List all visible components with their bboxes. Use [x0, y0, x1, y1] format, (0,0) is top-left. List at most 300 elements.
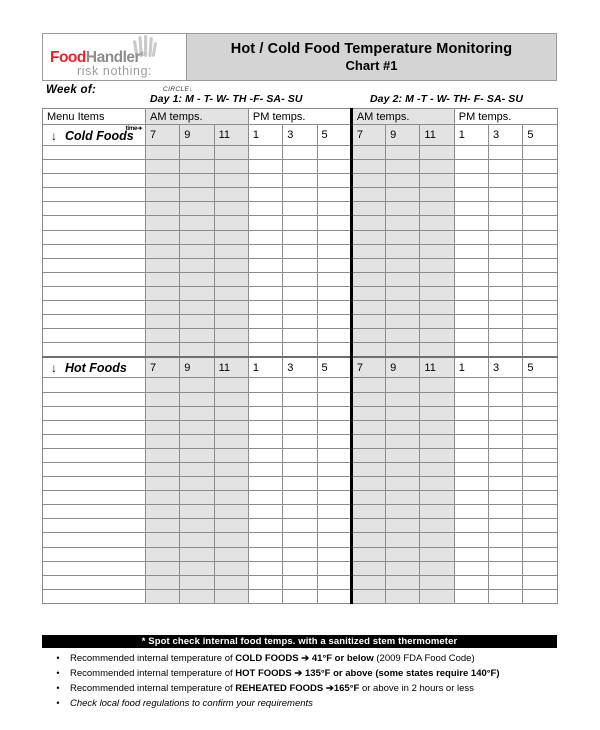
temp-cell-day2-am-7[interactable] [351, 329, 385, 343]
temp-cell-day2-pm-1[interactable] [454, 575, 488, 589]
temp-cell-day2-pm-1[interactable] [454, 188, 488, 202]
temp-cell-day1-pm-3[interactable] [283, 448, 317, 462]
temp-cell-day1-pm-5[interactable] [317, 533, 351, 547]
table-row[interactable] [43, 448, 558, 462]
temp-cell-day2-pm-3[interactable] [489, 491, 523, 505]
temp-cell-day2-pm-5[interactable] [523, 491, 557, 505]
table-row[interactable] [43, 343, 558, 357]
menu-item-cell[interactable] [43, 519, 146, 533]
menu-item-cell[interactable] [43, 301, 146, 315]
temp-cell-day1-am-7[interactable] [146, 216, 180, 230]
menu-item-cell[interactable] [43, 505, 146, 519]
temp-cell-day2-pm-3[interactable] [489, 230, 523, 244]
temp-cell-day1-pm-5[interactable] [317, 477, 351, 491]
temp-cell-day1-pm-3[interactable] [283, 378, 317, 392]
temp-cell-day1-pm-1[interactable] [248, 420, 282, 434]
temp-cell-day2-pm-5[interactable] [523, 216, 557, 230]
temp-cell-day1-am-9[interactable] [180, 258, 214, 272]
table-row[interactable] [43, 286, 558, 300]
temp-cell-day2-pm-1[interactable] [454, 589, 488, 603]
menu-item-cell[interactable] [43, 406, 146, 420]
temp-cell-day1-am-11[interactable] [214, 462, 248, 476]
temp-cell-day2-pm-1[interactable] [454, 272, 488, 286]
temp-cell-day1-pm-5[interactable] [317, 315, 351, 329]
temp-cell-day2-am-11[interactable] [420, 491, 454, 505]
temp-cell-day1-pm-1[interactable] [248, 329, 282, 343]
temp-cell-day1-pm-5[interactable] [317, 272, 351, 286]
table-row[interactable] [43, 519, 558, 533]
temp-cell-day1-pm-5[interactable] [317, 230, 351, 244]
temp-cell-day1-am-7[interactable] [146, 477, 180, 491]
temp-cell-day2-pm-3[interactable] [489, 392, 523, 406]
temp-cell-day2-am-7[interactable] [351, 420, 385, 434]
table-row[interactable] [43, 491, 558, 505]
temp-cell-day2-am-7[interactable] [351, 160, 385, 174]
temp-cell-day1-am-7[interactable] [146, 561, 180, 575]
temp-cell-day2-am-11[interactable] [420, 146, 454, 160]
temp-cell-day2-pm-1[interactable] [454, 301, 488, 315]
temp-cell-day2-am-9[interactable] [386, 491, 420, 505]
temp-cell-day2-pm-5[interactable] [523, 477, 557, 491]
temp-cell-day1-am-11[interactable] [214, 272, 248, 286]
temp-cell-day1-am-7[interactable] [146, 378, 180, 392]
temp-cell-day1-am-9[interactable] [180, 160, 214, 174]
temp-cell-day2-am-7[interactable] [351, 301, 385, 315]
temp-cell-day2-am-9[interactable] [386, 533, 420, 547]
temp-cell-day2-pm-5[interactable] [523, 406, 557, 420]
temp-cell-day1-am-9[interactable] [180, 329, 214, 343]
temp-cell-day1-pm-1[interactable] [248, 188, 282, 202]
temp-cell-day1-pm-1[interactable] [248, 272, 282, 286]
table-row[interactable] [43, 258, 558, 272]
temp-cell-day2-am-7[interactable] [351, 174, 385, 188]
menu-item-cell[interactable] [43, 477, 146, 491]
temp-cell-day1-pm-1[interactable] [248, 392, 282, 406]
table-row[interactable] [43, 188, 558, 202]
temp-cell-day2-am-7[interactable] [351, 202, 385, 216]
temp-cell-day1-am-9[interactable] [180, 272, 214, 286]
temp-cell-day2-am-9[interactable] [386, 258, 420, 272]
menu-item-cell[interactable] [43, 462, 146, 476]
temp-cell-day1-am-11[interactable] [214, 491, 248, 505]
temp-cell-day1-pm-3[interactable] [283, 329, 317, 343]
temp-cell-day1-am-11[interactable] [214, 420, 248, 434]
temp-cell-day2-pm-1[interactable] [454, 434, 488, 448]
temp-cell-day2-am-9[interactable] [386, 202, 420, 216]
temp-cell-day1-pm-5[interactable] [317, 448, 351, 462]
temp-cell-day2-am-11[interactable] [420, 406, 454, 420]
menu-item-cell[interactable] [43, 547, 146, 561]
temp-cell-day1-pm-5[interactable] [317, 258, 351, 272]
menu-item-cell[interactable] [43, 343, 146, 357]
temp-cell-day2-am-7[interactable] [351, 547, 385, 561]
temp-cell-day1-am-7[interactable] [146, 519, 180, 533]
temp-cell-day2-am-11[interactable] [420, 547, 454, 561]
temp-cell-day1-pm-1[interactable] [248, 491, 282, 505]
temp-cell-day2-pm-3[interactable] [489, 160, 523, 174]
temp-cell-day1-pm-5[interactable] [317, 286, 351, 300]
temp-cell-day1-am-9[interactable] [180, 561, 214, 575]
temp-cell-day1-am-11[interactable] [214, 343, 248, 357]
temp-cell-day2-pm-5[interactable] [523, 420, 557, 434]
temp-cell-day2-pm-1[interactable] [454, 561, 488, 575]
temp-cell-day1-am-7[interactable] [146, 420, 180, 434]
temp-cell-day1-am-7[interactable] [146, 434, 180, 448]
temp-cell-day1-pm-1[interactable] [248, 286, 282, 300]
temp-cell-day1-pm-3[interactable] [283, 146, 317, 160]
table-row[interactable] [43, 575, 558, 589]
temp-cell-day1-am-7[interactable] [146, 188, 180, 202]
temp-cell-day1-pm-1[interactable] [248, 244, 282, 258]
temp-cell-day1-am-11[interactable] [214, 230, 248, 244]
temp-cell-day1-am-9[interactable] [180, 434, 214, 448]
temp-cell-day2-am-9[interactable] [386, 272, 420, 286]
temp-cell-day1-am-11[interactable] [214, 174, 248, 188]
temp-cell-day2-pm-1[interactable] [454, 491, 488, 505]
temp-cell-day2-pm-1[interactable] [454, 286, 488, 300]
temp-cell-day1-am-9[interactable] [180, 301, 214, 315]
temp-cell-day1-am-7[interactable] [146, 505, 180, 519]
temp-cell-day1-pm-3[interactable] [283, 434, 317, 448]
temp-cell-day2-am-9[interactable] [386, 547, 420, 561]
temp-cell-day2-am-11[interactable] [420, 589, 454, 603]
temp-cell-day2-pm-5[interactable] [523, 258, 557, 272]
temp-cell-day1-am-11[interactable] [214, 329, 248, 343]
temp-cell-day2-am-7[interactable] [351, 533, 385, 547]
temp-cell-day1-am-11[interactable] [214, 301, 248, 315]
temp-cell-day1-pm-5[interactable] [317, 434, 351, 448]
temp-cell-day1-am-9[interactable] [180, 343, 214, 357]
temp-cell-day1-am-9[interactable] [180, 315, 214, 329]
temp-cell-day2-am-11[interactable] [420, 420, 454, 434]
temp-cell-day1-am-11[interactable] [214, 533, 248, 547]
temp-cell-day1-am-11[interactable] [214, 188, 248, 202]
temp-cell-day1-am-9[interactable] [180, 519, 214, 533]
temp-cell-day2-pm-3[interactable] [489, 533, 523, 547]
temp-cell-day2-pm-3[interactable] [489, 505, 523, 519]
temp-cell-day1-pm-1[interactable] [248, 343, 282, 357]
temp-cell-day1-am-11[interactable] [214, 434, 248, 448]
temp-cell-day1-pm-1[interactable] [248, 477, 282, 491]
temp-cell-day2-pm-1[interactable] [454, 329, 488, 343]
temp-cell-day2-pm-1[interactable] [454, 533, 488, 547]
temp-cell-day1-am-9[interactable] [180, 491, 214, 505]
temp-cell-day1-pm-5[interactable] [317, 188, 351, 202]
temp-cell-day2-pm-3[interactable] [489, 575, 523, 589]
temp-cell-day2-am-7[interactable] [351, 216, 385, 230]
temp-cell-day2-pm-1[interactable] [454, 519, 488, 533]
temp-cell-day2-am-9[interactable] [386, 160, 420, 174]
temp-cell-day1-am-9[interactable] [180, 589, 214, 603]
temp-cell-day2-am-9[interactable] [386, 589, 420, 603]
temp-cell-day2-pm-3[interactable] [489, 188, 523, 202]
temp-cell-day2-pm-1[interactable] [454, 202, 488, 216]
temp-cell-day1-am-9[interactable] [180, 505, 214, 519]
temp-cell-day2-am-11[interactable] [420, 519, 454, 533]
temp-cell-day1-pm-3[interactable] [283, 561, 317, 575]
temp-cell-day2-pm-5[interactable] [523, 505, 557, 519]
table-row[interactable] [43, 533, 558, 547]
temp-cell-day1-pm-5[interactable] [317, 547, 351, 561]
temp-cell-day1-pm-5[interactable] [317, 174, 351, 188]
temp-cell-day1-pm-5[interactable] [317, 575, 351, 589]
menu-item-cell[interactable] [43, 272, 146, 286]
temp-cell-day1-pm-5[interactable] [317, 160, 351, 174]
temp-cell-day2-pm-3[interactable] [489, 519, 523, 533]
menu-item-cell[interactable] [43, 575, 146, 589]
temp-cell-day2-pm-5[interactable] [523, 272, 557, 286]
temp-cell-day1-pm-3[interactable] [283, 301, 317, 315]
temp-cell-day2-am-7[interactable] [351, 146, 385, 160]
temp-cell-day2-pm-5[interactable] [523, 561, 557, 575]
temp-cell-day1-pm-3[interactable] [283, 315, 317, 329]
temp-cell-day1-am-9[interactable] [180, 547, 214, 561]
menu-item-cell[interactable] [43, 216, 146, 230]
temp-cell-day2-am-7[interactable] [351, 406, 385, 420]
temp-cell-day1-pm-3[interactable] [283, 477, 317, 491]
temp-cell-day2-pm-1[interactable] [454, 477, 488, 491]
temp-cell-day2-pm-1[interactable] [454, 146, 488, 160]
temp-cell-day1-pm-1[interactable] [248, 202, 282, 216]
menu-item-cell[interactable] [43, 188, 146, 202]
temp-cell-day2-pm-1[interactable] [454, 448, 488, 462]
temp-cell-day2-am-11[interactable] [420, 160, 454, 174]
temp-cell-day2-pm-5[interactable] [523, 448, 557, 462]
temp-cell-day1-pm-1[interactable] [248, 533, 282, 547]
temp-cell-day1-am-7[interactable] [146, 258, 180, 272]
temp-cell-day1-pm-5[interactable] [317, 244, 351, 258]
temp-cell-day2-am-7[interactable] [351, 462, 385, 476]
temp-cell-day1-pm-5[interactable] [317, 301, 351, 315]
table-row[interactable] [43, 547, 558, 561]
temp-cell-day1-pm-5[interactable] [317, 589, 351, 603]
temp-cell-day2-pm-3[interactable] [489, 420, 523, 434]
temp-cell-day1-am-9[interactable] [180, 216, 214, 230]
table-row[interactable] [43, 202, 558, 216]
temp-cell-day2-pm-5[interactable] [523, 343, 557, 357]
temp-cell-day2-am-7[interactable] [351, 244, 385, 258]
temp-cell-day1-am-7[interactable] [146, 160, 180, 174]
temp-cell-day1-am-9[interactable] [180, 378, 214, 392]
temp-cell-day1-pm-5[interactable] [317, 420, 351, 434]
temp-cell-day1-pm-5[interactable] [317, 519, 351, 533]
temp-cell-day1-pm-3[interactable] [283, 174, 317, 188]
table-row[interactable] [43, 392, 558, 406]
temp-cell-day2-am-11[interactable] [420, 244, 454, 258]
temp-cell-day1-am-7[interactable] [146, 575, 180, 589]
temp-cell-day1-pm-1[interactable] [248, 216, 282, 230]
temp-cell-day1-am-11[interactable] [214, 244, 248, 258]
temp-cell-day1-pm-3[interactable] [283, 547, 317, 561]
temp-cell-day2-pm-5[interactable] [523, 462, 557, 476]
temp-cell-day1-pm-1[interactable] [248, 301, 282, 315]
temp-cell-day1-am-11[interactable] [214, 160, 248, 174]
temp-cell-day1-am-11[interactable] [214, 378, 248, 392]
temp-cell-day1-pm-1[interactable] [248, 230, 282, 244]
temp-cell-day1-pm-1[interactable] [248, 462, 282, 476]
table-row[interactable] [43, 230, 558, 244]
temp-cell-day1-am-7[interactable] [146, 244, 180, 258]
temp-cell-day1-pm-1[interactable] [248, 589, 282, 603]
temp-cell-day2-am-11[interactable] [420, 216, 454, 230]
table-row[interactable] [43, 272, 558, 286]
temp-cell-day2-am-11[interactable] [420, 343, 454, 357]
temp-cell-day2-am-11[interactable] [420, 505, 454, 519]
temp-cell-day1-am-7[interactable] [146, 174, 180, 188]
temp-cell-day2-pm-5[interactable] [523, 160, 557, 174]
table-row[interactable] [43, 589, 558, 603]
temp-cell-day1-pm-1[interactable] [248, 434, 282, 448]
temp-cell-day2-am-11[interactable] [420, 286, 454, 300]
temp-cell-day2-pm-5[interactable] [523, 547, 557, 561]
temp-cell-day1-pm-1[interactable] [248, 315, 282, 329]
temp-cell-day2-pm-3[interactable] [489, 547, 523, 561]
temp-cell-day1-pm-5[interactable] [317, 146, 351, 160]
temp-cell-day2-am-11[interactable] [420, 434, 454, 448]
table-row[interactable] [43, 434, 558, 448]
temp-cell-day2-pm-5[interactable] [523, 378, 557, 392]
temp-cell-day2-am-11[interactable] [420, 258, 454, 272]
temp-cell-day2-am-9[interactable] [386, 448, 420, 462]
temp-cell-day2-am-7[interactable] [351, 230, 385, 244]
menu-item-cell[interactable] [43, 230, 146, 244]
temp-cell-day2-am-7[interactable] [351, 343, 385, 357]
temp-cell-day2-pm-5[interactable] [523, 202, 557, 216]
temp-cell-day2-am-7[interactable] [351, 477, 385, 491]
temp-cell-day1-pm-5[interactable] [317, 392, 351, 406]
temp-cell-day2-pm-3[interactable] [489, 272, 523, 286]
temp-cell-day1-am-7[interactable] [146, 547, 180, 561]
table-row[interactable] [43, 160, 558, 174]
menu-item-cell[interactable] [43, 315, 146, 329]
temp-cell-day2-am-9[interactable] [386, 378, 420, 392]
temp-cell-day2-pm-5[interactable] [523, 519, 557, 533]
temp-cell-day2-am-7[interactable] [351, 272, 385, 286]
temp-cell-day1-am-11[interactable] [214, 258, 248, 272]
menu-item-cell[interactable] [43, 146, 146, 160]
temp-cell-day2-pm-3[interactable] [489, 406, 523, 420]
temp-cell-day1-pm-3[interactable] [283, 216, 317, 230]
menu-item-cell[interactable] [43, 434, 146, 448]
temp-cell-day1-am-9[interactable] [180, 286, 214, 300]
temp-cell-day2-pm-1[interactable] [454, 343, 488, 357]
temp-cell-day1-am-11[interactable] [214, 448, 248, 462]
temp-cell-day2-pm-3[interactable] [489, 477, 523, 491]
temp-cell-day1-am-9[interactable] [180, 230, 214, 244]
temp-cell-day1-pm-5[interactable] [317, 216, 351, 230]
temp-cell-day2-pm-5[interactable] [523, 434, 557, 448]
temp-cell-day2-pm-3[interactable] [489, 378, 523, 392]
menu-item-cell[interactable] [43, 378, 146, 392]
menu-item-cell[interactable] [43, 258, 146, 272]
temp-cell-day2-pm-3[interactable] [489, 448, 523, 462]
temp-cell-day2-am-11[interactable] [420, 477, 454, 491]
temp-cell-day1-am-11[interactable] [214, 561, 248, 575]
temp-cell-day2-pm-5[interactable] [523, 174, 557, 188]
temp-cell-day1-am-11[interactable] [214, 392, 248, 406]
temp-cell-day2-pm-5[interactable] [523, 286, 557, 300]
temp-cell-day2-pm-5[interactable] [523, 315, 557, 329]
temp-cell-day1-am-11[interactable] [214, 589, 248, 603]
temp-cell-day1-am-9[interactable] [180, 174, 214, 188]
temp-cell-day1-pm-3[interactable] [283, 244, 317, 258]
temp-cell-day1-am-11[interactable] [214, 547, 248, 561]
temp-cell-day2-am-11[interactable] [420, 392, 454, 406]
temp-cell-day2-am-9[interactable] [386, 343, 420, 357]
temp-cell-day2-am-9[interactable] [386, 434, 420, 448]
temp-cell-day2-am-9[interactable] [386, 519, 420, 533]
temp-cell-day1-pm-3[interactable] [283, 533, 317, 547]
temp-cell-day2-pm-5[interactable] [523, 244, 557, 258]
temp-cell-day1-am-7[interactable] [146, 589, 180, 603]
temp-cell-day2-am-7[interactable] [351, 392, 385, 406]
temp-cell-day1-am-11[interactable] [214, 477, 248, 491]
temp-cell-day2-pm-3[interactable] [489, 315, 523, 329]
temp-cell-day2-am-7[interactable] [351, 258, 385, 272]
temp-cell-day2-am-7[interactable] [351, 589, 385, 603]
temp-cell-day1-am-7[interactable] [146, 462, 180, 476]
table-row[interactable] [43, 146, 558, 160]
temp-cell-day2-pm-5[interactable] [523, 230, 557, 244]
temp-cell-day2-pm-5[interactable] [523, 146, 557, 160]
temp-cell-day2-pm-3[interactable] [489, 462, 523, 476]
temp-cell-day1-pm-3[interactable] [283, 589, 317, 603]
temp-cell-day1-am-9[interactable] [180, 533, 214, 547]
temp-cell-day2-am-11[interactable] [420, 448, 454, 462]
temp-cell-day1-am-7[interactable] [146, 491, 180, 505]
temp-cell-day1-pm-3[interactable] [283, 519, 317, 533]
temp-cell-day1-am-7[interactable] [146, 448, 180, 462]
temp-cell-day2-pm-1[interactable] [454, 244, 488, 258]
temp-cell-day1-am-11[interactable] [214, 315, 248, 329]
menu-item-cell[interactable] [43, 202, 146, 216]
menu-item-cell[interactable] [43, 420, 146, 434]
temp-cell-day1-pm-1[interactable] [248, 505, 282, 519]
temp-cell-day1-pm-3[interactable] [283, 160, 317, 174]
temp-cell-day1-am-9[interactable] [180, 244, 214, 258]
temp-cell-day1-pm-5[interactable] [317, 329, 351, 343]
table-row[interactable] [43, 462, 558, 476]
temp-cell-day2-pm-1[interactable] [454, 420, 488, 434]
temp-cell-day1-am-7[interactable] [146, 329, 180, 343]
temp-cell-day2-am-9[interactable] [386, 244, 420, 258]
temp-cell-day2-pm-1[interactable] [454, 462, 488, 476]
temp-cell-day1-am-9[interactable] [180, 406, 214, 420]
temp-cell-day2-am-11[interactable] [420, 462, 454, 476]
temp-cell-day1-pm-1[interactable] [248, 378, 282, 392]
temp-cell-day1-am-7[interactable] [146, 286, 180, 300]
menu-item-cell[interactable] [43, 286, 146, 300]
menu-item-cell[interactable] [43, 533, 146, 547]
temp-cell-day1-am-9[interactable] [180, 188, 214, 202]
temp-cell-day2-am-9[interactable] [386, 286, 420, 300]
temp-cell-day2-am-7[interactable] [351, 561, 385, 575]
temp-cell-day1-am-7[interactable] [146, 343, 180, 357]
temp-cell-day1-am-9[interactable] [180, 202, 214, 216]
temp-cell-day2-am-9[interactable] [386, 230, 420, 244]
table-row[interactable] [43, 406, 558, 420]
temp-cell-day1-pm-3[interactable] [283, 272, 317, 286]
temp-cell-day2-am-7[interactable] [351, 519, 385, 533]
temp-cell-day2-am-11[interactable] [420, 230, 454, 244]
temp-cell-day1-pm-3[interactable] [283, 202, 317, 216]
temp-cell-day2-am-11[interactable] [420, 329, 454, 343]
temp-cell-day2-am-9[interactable] [386, 329, 420, 343]
temp-cell-day1-am-11[interactable] [214, 216, 248, 230]
temp-cell-day2-pm-1[interactable] [454, 505, 488, 519]
temp-cell-day2-pm-3[interactable] [489, 343, 523, 357]
temp-cell-day2-pm-1[interactable] [454, 258, 488, 272]
